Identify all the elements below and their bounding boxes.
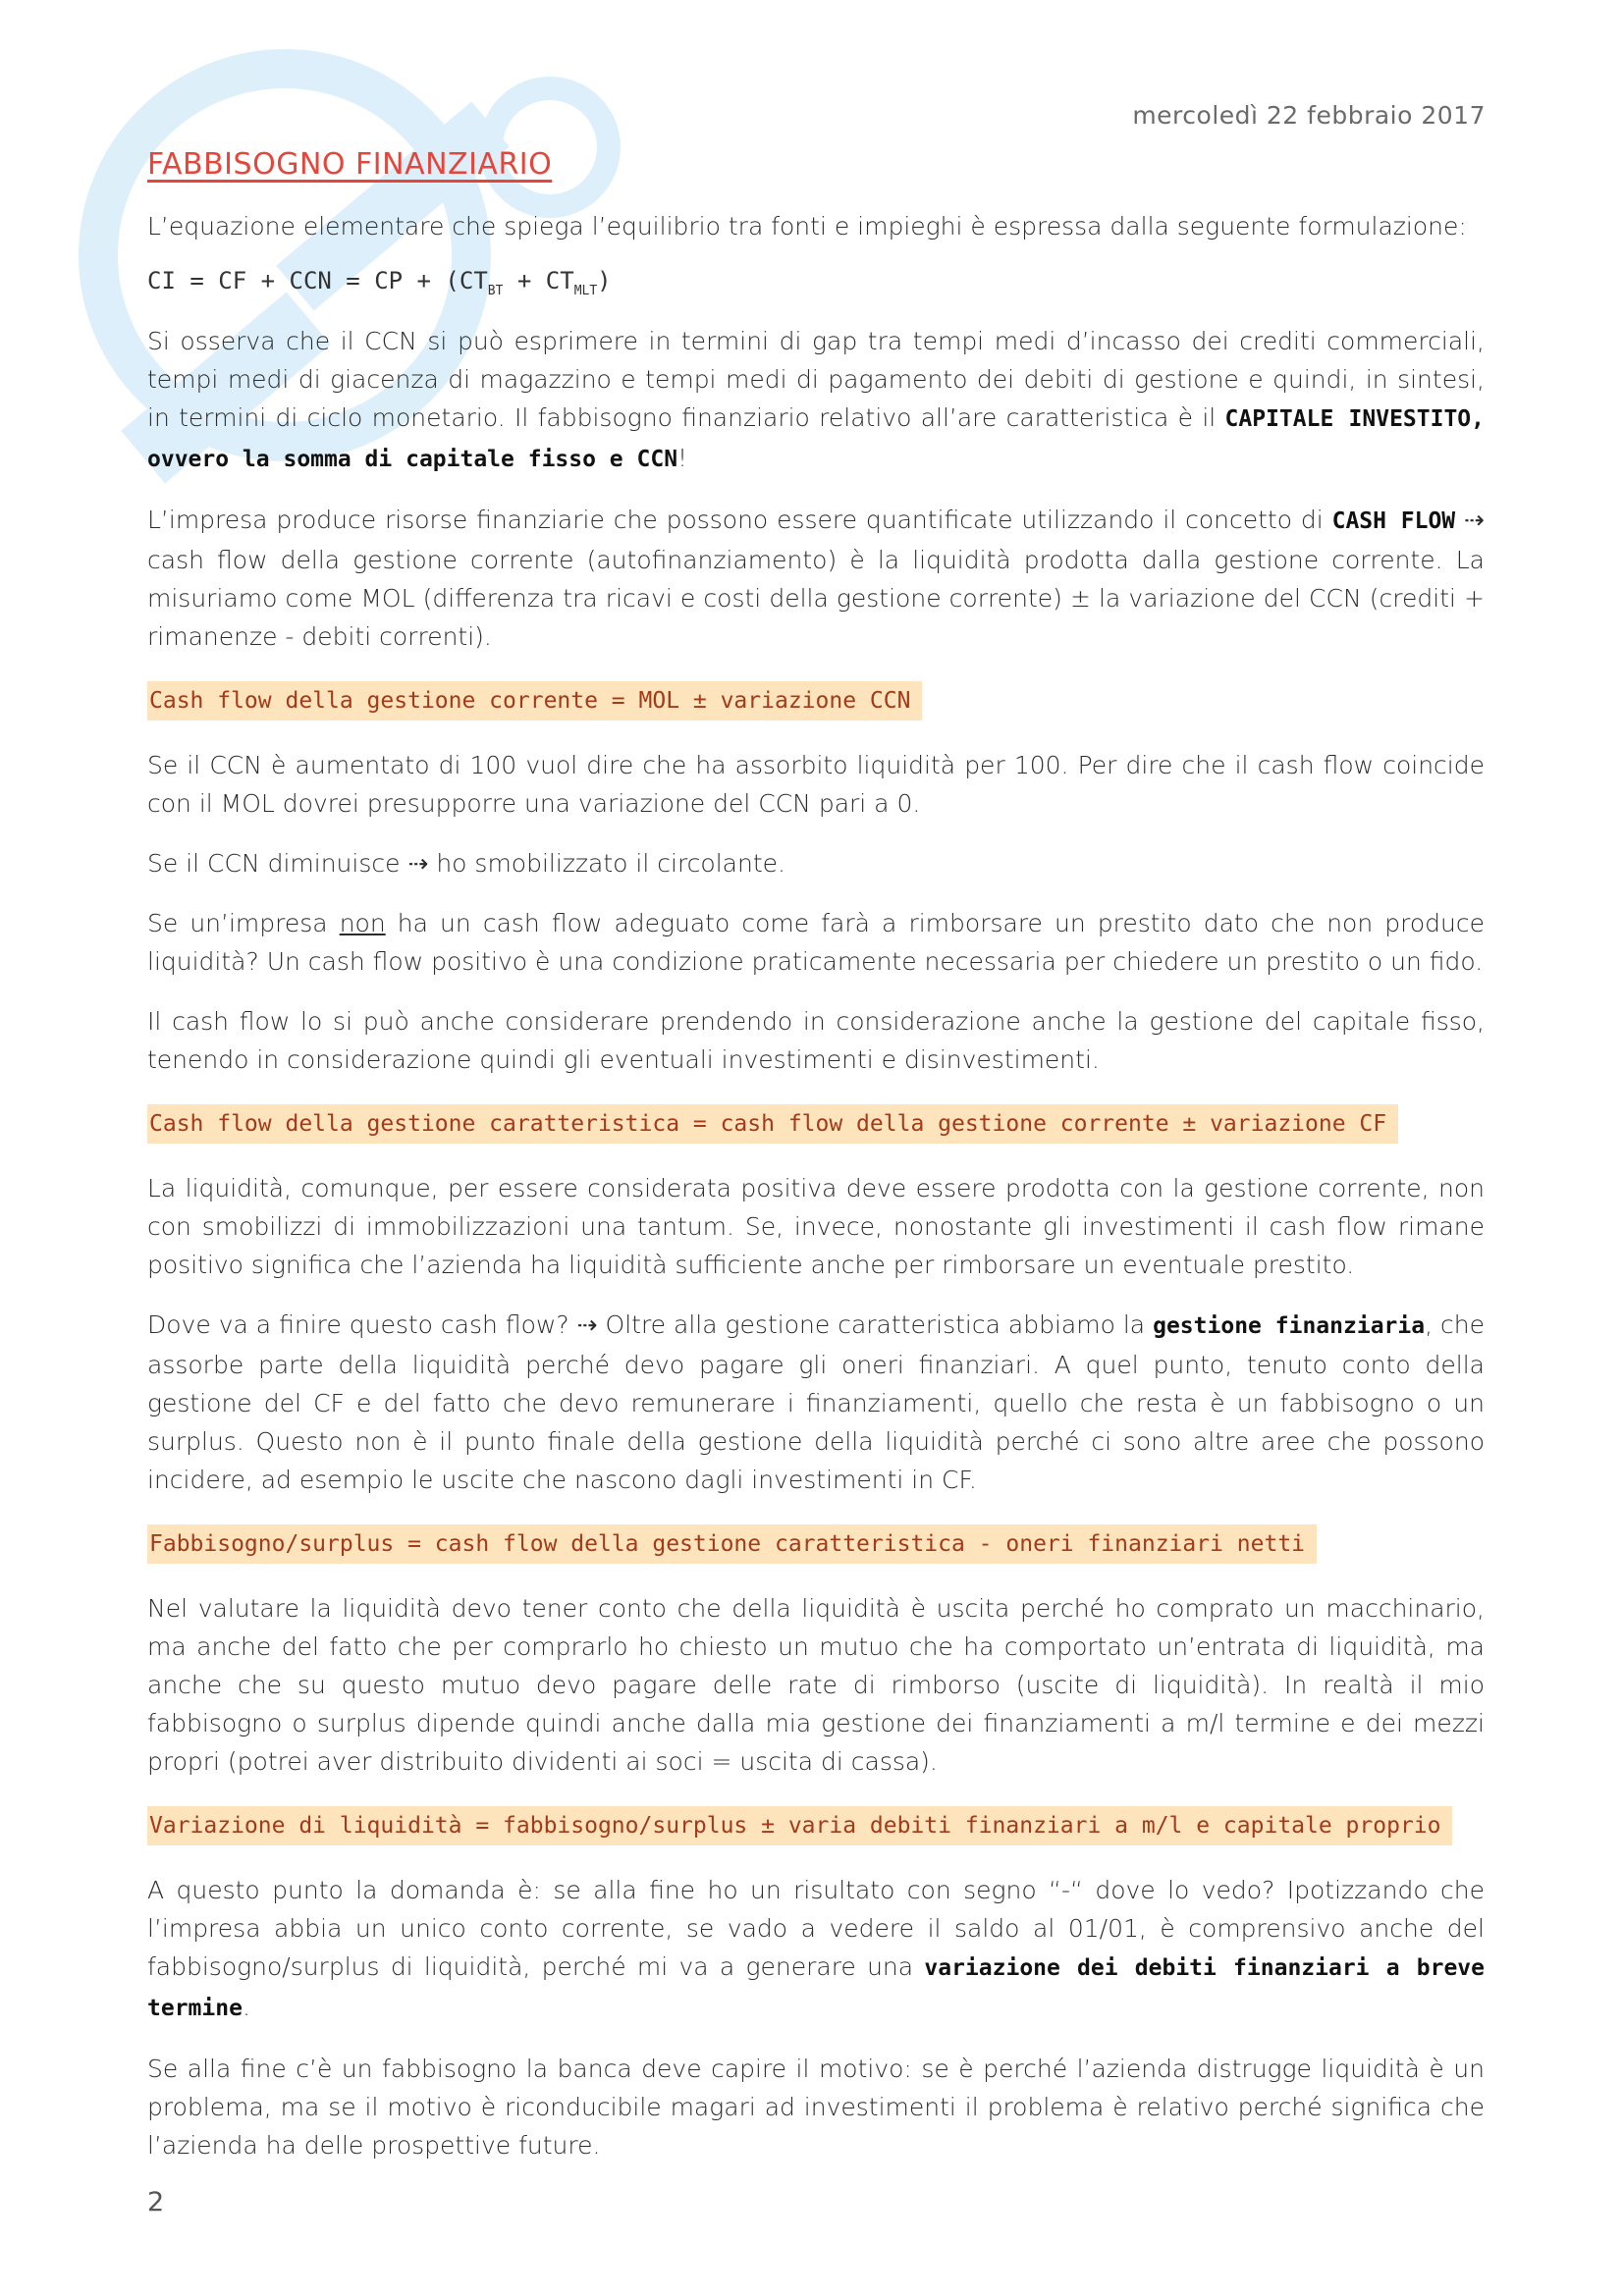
cash-flow-bold: CASH FLOW [1331,507,1456,534]
intro-paragraph: L’equazione elementare che spiega l’equilibrio tra fonti e impieghi è espressa dalla seguente formulazione: [147,212,1467,240]
paragraph-cash-flow [147,501,1485,656]
formula-sub-bt: BT [487,283,504,298]
paragraph-prestito-b: ha un cash flow adeguato come farà a rimborsare un prestito dato che non produce liquidità? Un cash flow positivo è una condizione praticamente necessaria per chiedere un prestito o un fido. [147,908,1485,976]
highlight-formula-4: Variazione di liquidità = fabbisogno/surplus ± varia debiti finanziari a m/l e capitale proprio [147,1806,1452,1845]
paragraph-cc-a: A questo punto la domanda è: se alla fine ho un risultato con segno “-“ dove lo vedo? Ipotizzando che l’impresa abbia un unico conto corrente, se vado a vedere il saldo al 01/01, è comprensivo anche del fabbisogno/surplus di liquidità, perché mi va a generare una [147,1875,1485,1981]
paragraph-banca: Se alla fine c’è un fabbisogno la banca deve capire il motivo: se è perché l’azienda distrugge liquidità è un problema, ma se il motivo è riconducibile magari ad investimenti il problema è relativo perché significa che l’azienda ha delle prospettive future. [147,2054,1485,2160]
capitale-investito-bold: CAPITALE INVESTITO, ovvero la somma di capitale fisso e CCN [147,405,1485,472]
paragraph-cash-flow-b: ⇢ cash flow della gestione corrente (autofinanziamento) è la liquidità prodotta dalla gestione corrente. La misuriamo come MOL (differenza tra ricavi e costi della gestione corrente) ± la variazione del CCN (crediti + rimanenze - debiti correnti). [147,505,1485,651]
paragraph-ccn-text: Si osserva che il CCN si può esprimere in termini di gap tra tempi medi d’incasso dei crediti commerciali, tempi medi di giacenza di magazzino e tempi medi di pagamento dei debiti di gestione e quindi, in sintesi, in termini di ciclo monetario. Il fabbisogno finanziario relativo all’are caratteristica è il [147,326,1485,432]
formula-end: ) [597,267,612,294]
paragraph-gf-a: Dove va a finire questo cash flow? ⇢ Oltre alla gestione caratteristica abbiamo la [147,1309,1154,1339]
page-content [147,147,1485,2186]
paragraph-mutuo: Nel valutare la liquidità devo tener conto che della liquidità è uscita perché ho comprato un macchinario, ma anche del fatto che per comprarlo ho chiesto un mutuo che ha comportato un’entrata di liquidità, ma anche che su questo mutuo devo pagare delle rate di rimborso (uscite di liquidità). In realtà il mio fabbisogno o surplus dipende quindi anche dalla mia gestione dei finanziamenti a m/l termine e dei mezzi propri (potrei aver distribuito dividenti ai soci = uscita di cassa). [147,1593,1485,1776]
paragraph-gf-b: , che assorbe parte della liquidità perché devo pagare gli oneri finanziari. A quel punto, tenuto conto della gestione del CF e del fatto che devo remunerare i finanziamenti, quello che resta è un fabbisogno o un surplus. Questo non è il punto finale della gestione della liquidità perché ci sono altre aree che possono incidere, ad esempio le uscite che nascono dagli investimenti in CF. [147,1309,1485,1494]
page-number: 2 [147,2187,165,2217]
section-title: FABBISOGNO FINANZIARIO [147,147,553,182]
formula-mid: + CT [503,267,574,294]
paragraph-ccn [147,322,1485,479]
formula-main: CI = CF + CCN = CP + (CT [147,267,488,294]
paragraph-capitale-fisso: Il cash flow lo si può anche considerare prendendo in considerazione anche la gestione del capitale fisso, tenendo in considerazione quindi gli eventuali investimenti e disinvestimenti. [147,1006,1485,1074]
paragraph-cash-flow-a: L’impresa produce risorse finanziarie che possono essere quantificate utilizzando il concetto di [147,505,1332,534]
paragraph-cc-b: . [242,1992,250,2021]
paragraph-liquidita: La liquidità, comunque, per essere considerata positiva deve essere prodotta con la gestione corrente, non con smobilizzi di immobilizzazioni una tantum. Se, invece, nonostante gli investimenti il cash flow rimane positivo significa che l’azienda ha liquidità sufficiente anche per rimborsare un eventuale prestito. [147,1173,1485,1279]
paragraph-prestito-a: Se un’impresa [147,908,340,937]
balance-formula [147,267,1485,298]
highlight-formula-1: Cash flow della gestione corrente = MOL ± variazione CCN [147,681,922,721]
debiti-breve-termine-bold: variazione dei debiti finanziari a breve termine [147,1954,1485,2021]
document-date: mercoledì 22 febbraio 2017 [1132,101,1486,130]
non-underlined: non [339,908,386,937]
paragraph-ccn-100: Se il CCN è aumentato di 100 vuol dire che ha assorbito liquidità per 100. Per dire che il cash flow coincide con il MOL dovrei presupporre una variazione del CCN pari a 0. [147,750,1485,818]
highlight-formula-3: Fabbisogno/surplus = cash flow della gestione caratteristica - oneri finanziari netti [147,1524,1317,1564]
formula-sub-mlt: MLT [573,283,598,298]
paragraph-conto-corrente [147,1871,1485,2028]
paragraph-gestione-finanziaria [147,1306,1485,1499]
highlight-formula-2: Cash flow della gestione caratteristica = cash flow della gestione corrente ± variazione CF [147,1104,1398,1144]
paragraph-ccn-decrease: Se il CCN diminuisce ⇢ ho smobilizzato il circolante. [147,848,785,878]
gestione-finanziaria-bold: gestione finanziaria [1153,1312,1426,1339]
paragraph-ccn-end: ! [677,443,688,472]
paragraph-prestito [147,904,1485,981]
